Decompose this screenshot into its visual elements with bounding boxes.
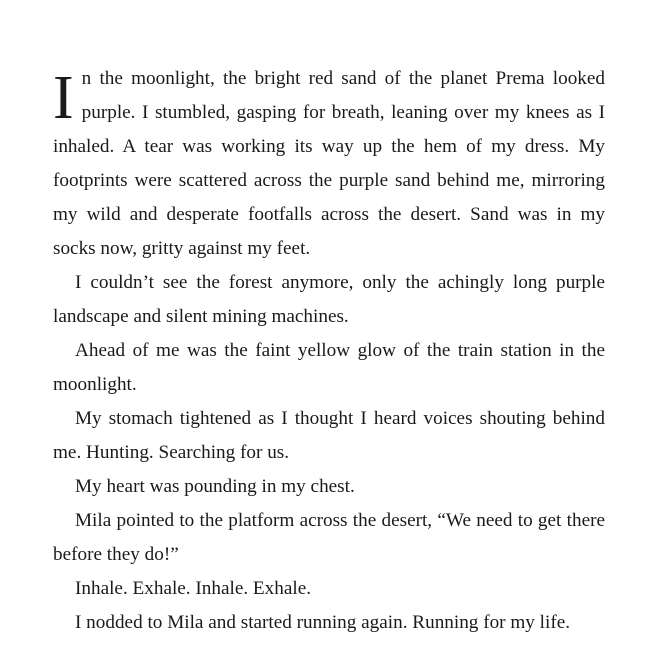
paragraph: Ahead of me was the faint yellow glow of the train station in the moonlight. (53, 340, 605, 395)
paragraph: Mila pointed to the platform across the desert, “We need to get there before they do!” (53, 510, 605, 565)
drop-cap-letter: I (53, 64, 74, 132)
paragraph: Inhale. Exhale. Inhale. Exhale. (75, 578, 312, 599)
story-page (53, 62, 605, 640)
paragraph-opening (53, 62, 605, 266)
paragraph: I nodded to Mila and started running again. Running for my life. (75, 612, 571, 633)
paragraph: My heart was pounding in my chest. (75, 476, 355, 497)
opening-text: n the moonlight, the bright red sand of the planet Prema looked purple. I stumbled, gasping for breath, leaning over my knees as I inhaled. A tear was working its way up the hem of my dress. My footprints were scattered across the purple sand behind me, mirroring my wild and desperate footfalls across the desert. Sand was in my socks now, gritty against my feet. (53, 68, 605, 259)
paragraph: My stomach tightened as I thought I heard voices shouting behind me. Hunting. Searching for us. (53, 408, 605, 463)
paragraph: I couldn’t see the forest anymore, only the achingly long purple landscape and silent mining machines. (53, 272, 605, 327)
